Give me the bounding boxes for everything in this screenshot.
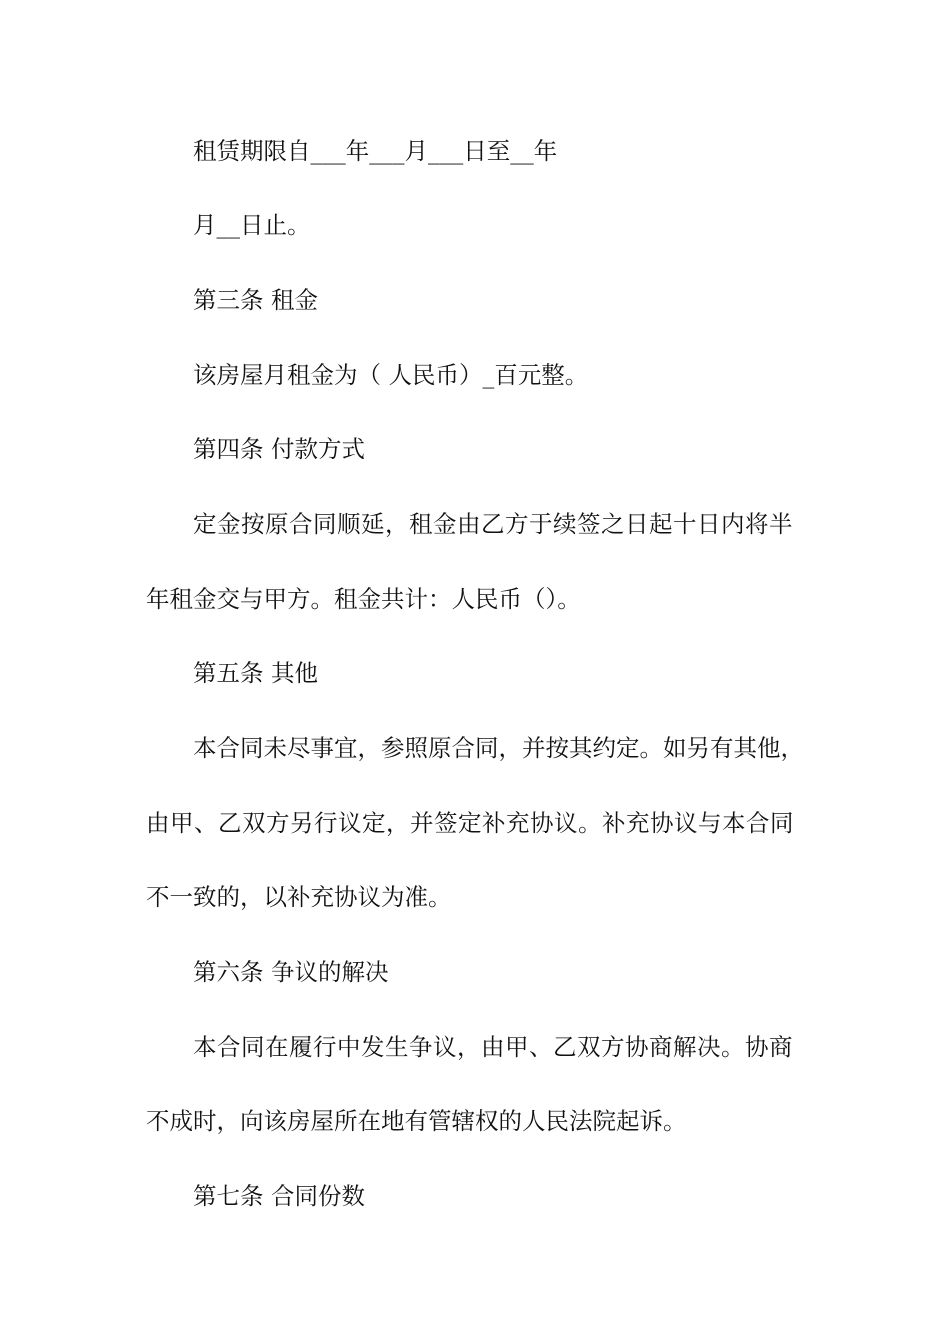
- article-4-heading: 第四条 付款方式: [193, 435, 365, 463]
- article-6-heading: 第六条 争议的解决: [193, 958, 389, 986]
- rent-amount-line: 该房屋月租金为（ 人民币）_百元整。: [193, 361, 589, 389]
- article-5-heading: 第五条 其他: [193, 659, 318, 687]
- other-paragraph-line-2: 由甲、乙双方另行议定，并签定补充协议。补充协议与本合同: [146, 809, 794, 837]
- term-period-line-1: 租赁期限自___年___月___日至__年: [193, 137, 558, 165]
- article-3-heading: 第三条 租金: [193, 286, 318, 314]
- other-paragraph-line-3: 不一致的，以补充协议为准。: [146, 883, 452, 911]
- other-paragraph-line-1: 本合同未尽事宜，参照原合同，并按其约定。如另有其他，: [193, 734, 804, 762]
- payment-paragraph-line-2: 年租金交与甲方。租金共计：人民币（）。: [146, 585, 581, 613]
- term-period-line-2: 月__日止。: [193, 211, 311, 239]
- payment-paragraph-line-1: 定金按原合同顺延，租金由乙方于续签之日起十日内将半: [193, 510, 793, 538]
- dispute-paragraph-line-1: 本合同在履行中发生争议，由甲、乙双方协商解决。协商: [193, 1033, 793, 1061]
- dispute-paragraph-line-2: 不成时，向该房屋所在地有管辖权的人民法院起诉。: [146, 1107, 687, 1135]
- article-7-heading: 第七条 合同份数: [193, 1182, 365, 1210]
